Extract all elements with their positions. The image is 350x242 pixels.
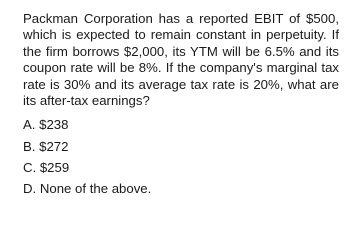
option-b[interactable]: B. $272 [23, 138, 69, 154]
question-text: Packman Corporation has a reported EBIT of $500, which is expected to remain constant in perpetuity. If the firm borrows $2,000, its YTM will be 6.5% and its coupon rate will be 8%. If the company's marginal tax rate is 30% and its average tax rate is 20%, what are its after-tax earnings? [23, 11, 339, 109]
answer-options [23, 114, 338, 199]
option-a[interactable]: A. $238 [23, 117, 69, 133]
option-c[interactable]: C. $259 [23, 159, 70, 175]
option-d[interactable]: D. None of the above. [23, 181, 152, 197]
